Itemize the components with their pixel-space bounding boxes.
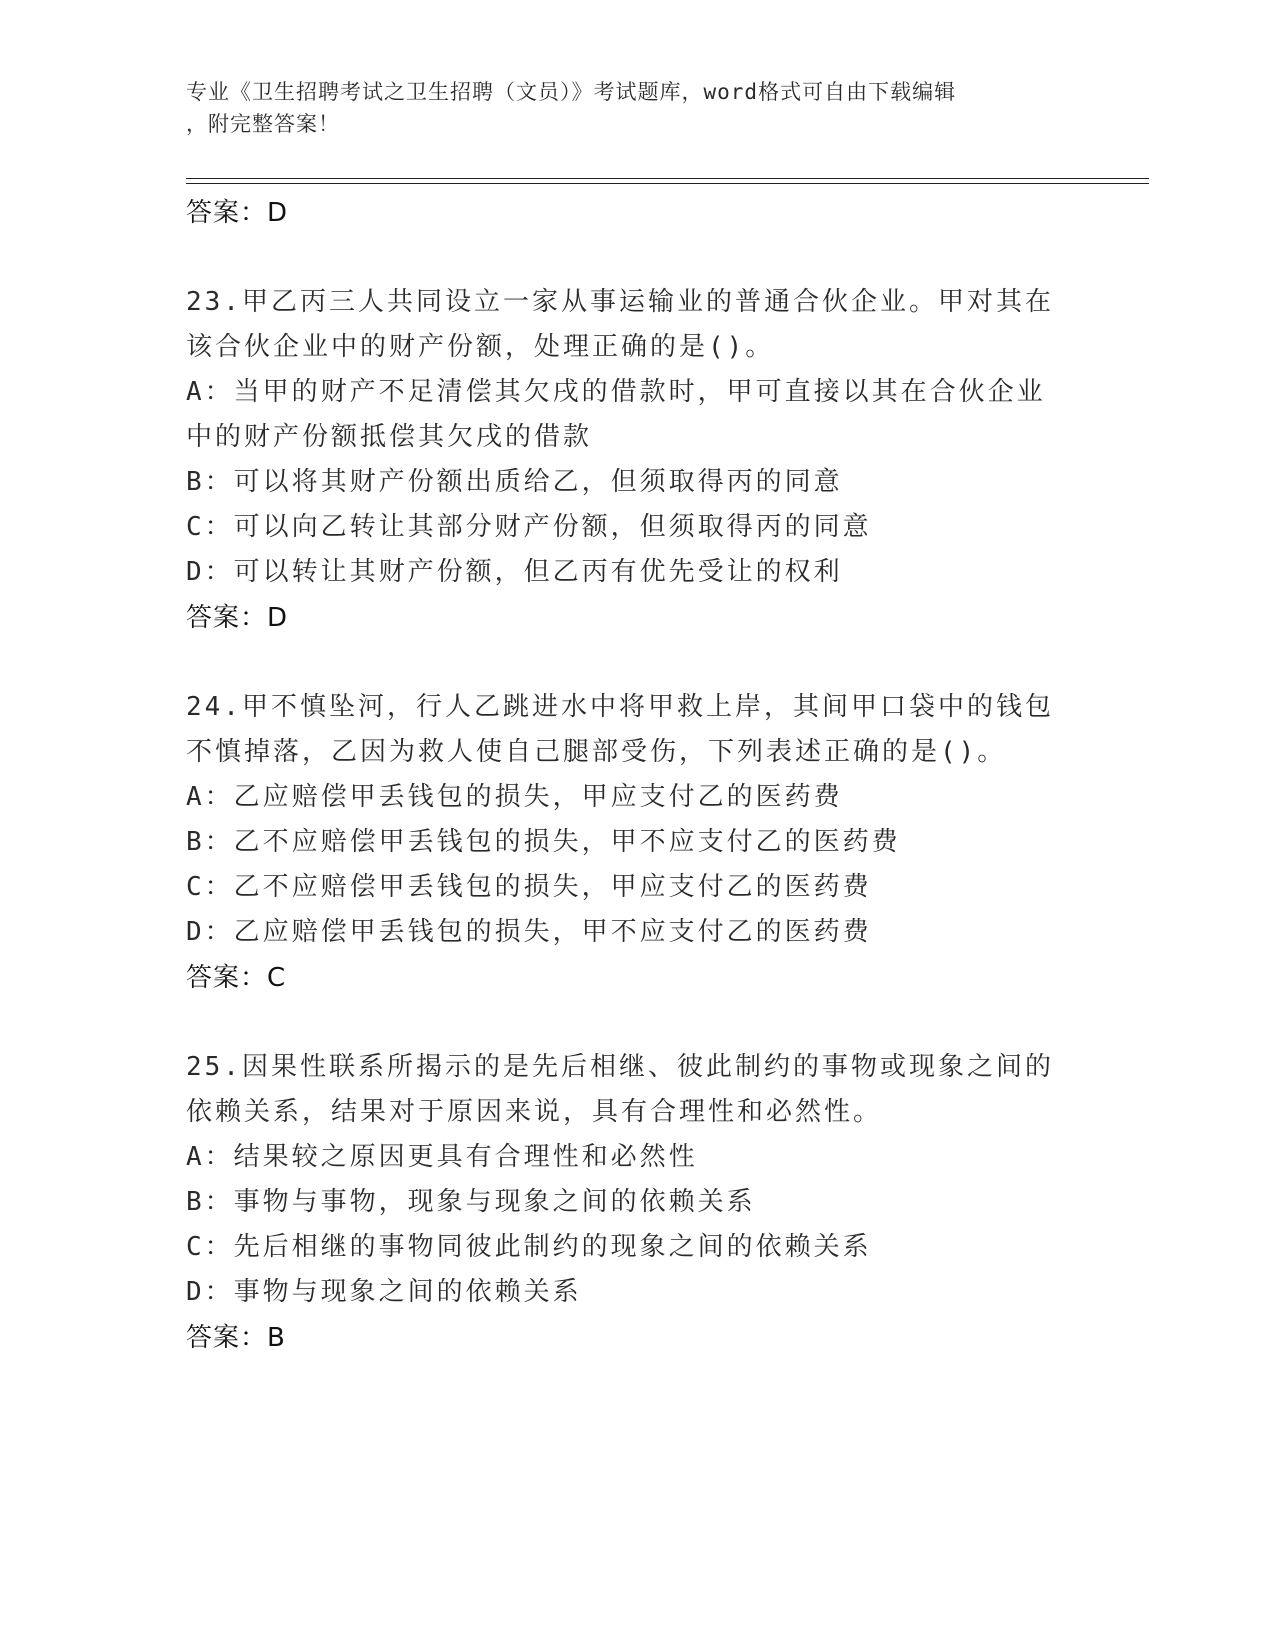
option-d: D：可以转让其财产份额，但乙丙有优先受让的权利 xyxy=(186,557,843,587)
question-23 xyxy=(186,280,1086,641)
document-body xyxy=(186,190,1086,1361)
option-a: A：乙应赔偿甲丢钱包的损失，甲应支付乙的医药费 xyxy=(186,782,843,812)
option-a: A：当甲的财产不足清偿其欠戌的借款时，甲可直接以其在合伙企业中的财产份额抵偿其欠戌的借款 xyxy=(186,377,1046,452)
option-d: D：乙应赔偿甲丢钱包的损失，甲不应支付乙的医药费 xyxy=(186,917,872,947)
question-25 xyxy=(186,1045,1086,1361)
question-answer: 答案：B xyxy=(186,1323,286,1353)
question-text: 25.因果性联系所揭示的是先后相继、彼此制约的事物或现象之间的依赖关系，结果对于原因来说，具有合理性和必然性。 xyxy=(186,1052,1054,1127)
header-line-2: ，附完整答案！ xyxy=(186,112,340,136)
header-rule-top xyxy=(186,178,1149,179)
option-a: A：结果较之原因更具有合理性和必然性 xyxy=(186,1142,698,1172)
previous-answer: 答案：D xyxy=(186,198,289,228)
option-c: C：先后相继的事物同彼此制约的现象之间的依赖关系 xyxy=(186,1232,872,1262)
question-24 xyxy=(186,685,1086,1001)
option-d: D：事物与现象之间的依赖关系 xyxy=(186,1277,582,1307)
option-c: C：可以向乙转让其部分财产份额，但须取得丙的同意 xyxy=(186,512,872,542)
option-b: B：事物与事物，现象与现象之间的依赖关系 xyxy=(186,1187,756,1217)
option-c: C：乙不应赔偿甲丢钱包的损失，甲应支付乙的医药费 xyxy=(186,872,872,902)
document-header xyxy=(186,76,1066,140)
question-answer: 答案：C xyxy=(186,963,287,993)
option-b: B：乙不应赔偿甲丢钱包的损失，甲不应支付乙的医药费 xyxy=(186,827,901,857)
header-line-1: 专业《卫生招聘考试之卫生招聘（文员）》考试题库，word格式可自由下载编辑 xyxy=(186,80,957,104)
question-text: 24.甲不慎坠河，行人乙跳进水中将甲救上岸，其间甲口袋中的钱包不慎掉落，乙因为救人使自己腿部受伤，下列表述正确的是()。 xyxy=(186,692,1054,767)
question-text: 23.甲乙丙三人共同设立一家从事运输业的普通合伙企业。甲对其在该合伙企业中的财产份额，处理正确的是()。 xyxy=(186,287,1054,362)
header-rule-bottom xyxy=(186,183,1149,184)
question-answer: 答案：D xyxy=(186,603,289,633)
option-b: B：可以将其财产份额出质给乙，但须取得丙的同意 xyxy=(186,467,843,497)
